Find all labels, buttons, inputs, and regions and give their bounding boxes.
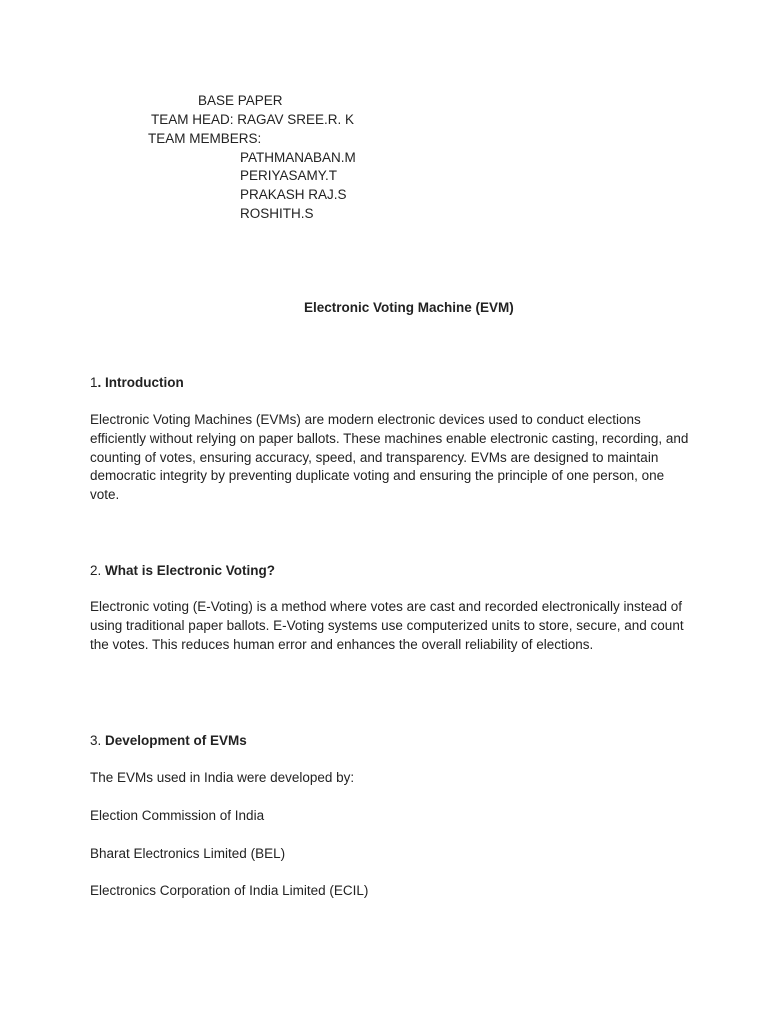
paragraph: Electronic Voting Machines (EVMs) are modern electronic devices used to conduct elections efficiently without relying on paper ballots. These machines enable electronic casting, recording, and counting of votes, ensuring accuracy, speed, and transparency. EVMs are designed to maintain democratic integrity by preventing duplicate voting and ensuring the principle of one person, one vote. (90, 412, 689, 503)
section-heading (90, 561, 275, 580)
section-title: What is Electronic Voting? (105, 563, 276, 578)
section-number-suffix: . (97, 375, 106, 390)
list-item: Bharat Electronics Limited (BEL) (90, 846, 286, 861)
team-members-label: TEAM MEMBERS: (148, 131, 262, 146)
section-number: 1 (90, 375, 98, 390)
list-item: Electronics Corporation of India Limited (ECIL) (90, 883, 369, 898)
list-item: Election Commission of India (90, 808, 265, 823)
document-title: Electronic Voting Machine (EVM) (304, 300, 514, 315)
section-title: Introduction (105, 375, 184, 390)
paragraph: The EVMs used in India were developed by: (90, 770, 355, 785)
section-number: 2. (90, 563, 106, 578)
section-title: Development of EVMs (105, 733, 247, 748)
team-member: PATHMANABAN.M (240, 150, 356, 165)
paragraph: Electronic voting (E-Voting) is a method where votes are cast and recorded electronically instead of using traditional paper ballots. E-Voting systems use computerized units to store, secure, and count the votes. This reduces human error and enhances the overall reliability of elections. (90, 599, 684, 652)
team-member: PRAKASH RAJ.S (240, 187, 347, 202)
section-number: 3. (90, 733, 106, 748)
section-heading (90, 373, 184, 392)
team-head: TEAM HEAD: RAGAV SREE.R. K (151, 112, 355, 127)
team-member: PERIYASAMY.T (240, 168, 338, 183)
team-member: ROSHITH.S (240, 206, 314, 221)
section-heading (90, 731, 247, 750)
base-paper-label: BASE PAPER (198, 93, 283, 108)
